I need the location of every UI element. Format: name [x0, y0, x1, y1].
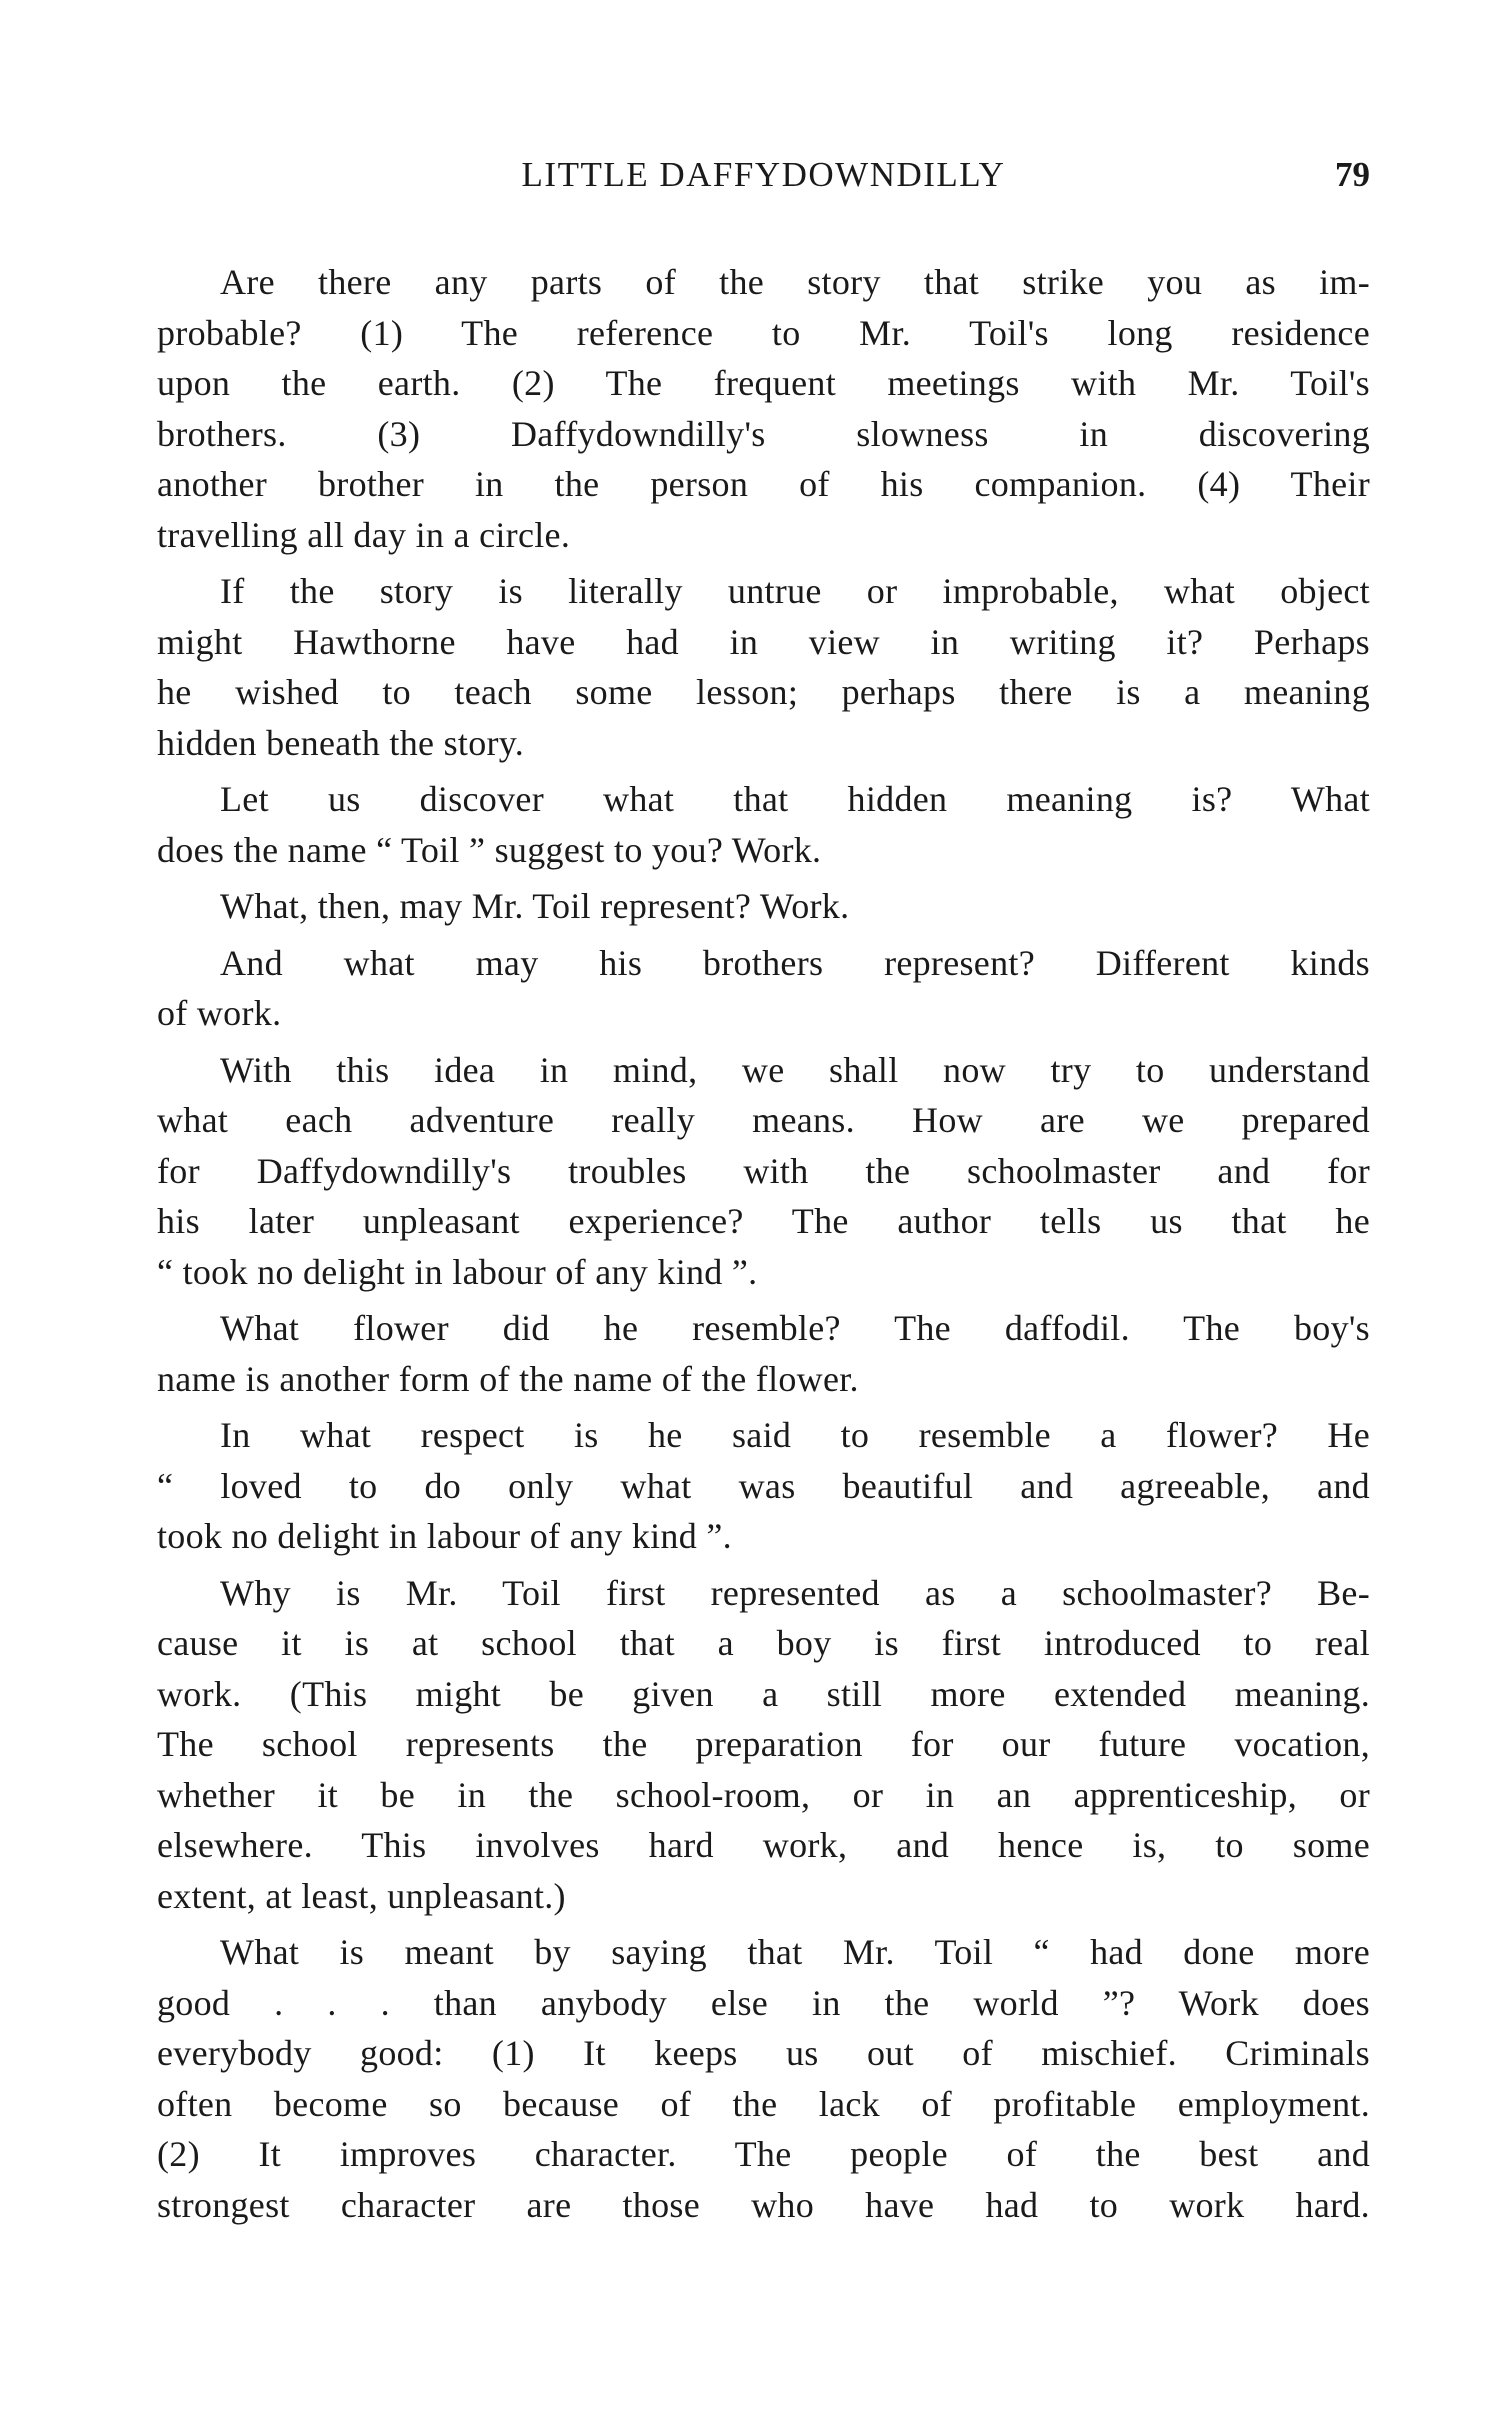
text-line: What is meant by saying that Mr. Toil “ had done more [220, 1932, 1370, 1972]
text-line: brothers. (3) Daffydowndilly's slowness in discovering [157, 413, 1370, 454]
text-line: With this idea in mind, we shall now try to understand [220, 1049, 1370, 1090]
text-line: And what may his brothers represent? Different kinds [220, 942, 1370, 983]
text-line: If the story is literally untrue or improbable, what object [220, 571, 1370, 611]
paragraph [157, 1927, 1370, 2230]
text-line: In what respect is he said to resemble a flower? He [220, 1415, 1370, 1455]
text-line: What, then, may Mr. Toil represent? Work. [220, 886, 850, 926]
paragraph [157, 257, 1370, 560]
page-number: 79 [1335, 155, 1370, 194]
text-line: cause it is at school that a boy is first introduced to real [157, 1623, 1370, 1663]
text-line: whether it be in the school-room, or in an apprenticeship, or [157, 1774, 1370, 1815]
text-line: might Hawthorne have had in view in writing it? Perhaps [157, 621, 1370, 662]
text-line: (2) It improves character. The people of the best and [157, 2134, 1370, 2174]
paragraph [157, 774, 1370, 875]
text-line: travelling all day in a circle. [157, 514, 571, 555]
text-line: often become so because of the lack of profitable employment. [157, 2083, 1370, 2124]
text-line: for Daffydowndilly's troubles with the schoolmaster and for [157, 1150, 1370, 1191]
paragraph [157, 938, 1370, 1039]
text-line: extent, at least, unpleasant.) [157, 1875, 566, 1916]
text-line: good . . . than anybody else in the world ”? Work does [157, 1982, 1370, 2023]
text-line: does the name “ Toil ” suggest to you? Work. [157, 829, 822, 870]
text-line: his later unpleasant experience? The author tells us that he [157, 1201, 1370, 1241]
paragraph [157, 566, 1370, 768]
text-line: of work. [157, 993, 282, 1033]
text-line: probable? (1) The reference to Mr. Toil's long residence [157, 312, 1370, 353]
text-line: elsewhere. This involves hard work, and hence is, to some [157, 1825, 1370, 1865]
text-line: Why is Mr. Toil first represented as a schoolmaster? Be- [220, 1572, 1370, 1613]
text-line: Are there any parts of the story that strike you as im- [220, 262, 1370, 302]
paragraph [157, 1568, 1370, 1922]
text-line: another brother in the person of his companion. (4) Their [157, 464, 1370, 504]
text-line: “ loved to do only what was beautiful and agreeable, and [157, 1465, 1370, 1506]
page-header [157, 150, 1370, 200]
text-line: what each adventure really means. How are we prepared [157, 1100, 1370, 1140]
text-line: What flower did he resemble? The daffodil. The boy's [220, 1308, 1370, 1348]
text-line: strongest character are those who have had to work hard. [157, 2184, 1370, 2225]
paragraph [157, 1045, 1370, 1298]
text-line: work. (This might be given a still more extended meaning. [157, 1673, 1370, 1714]
text-line: Let us discover what that hidden meaning is? What [220, 779, 1370, 819]
paragraph [157, 1410, 1370, 1562]
paragraph [157, 1303, 1370, 1404]
text-line: took no delight in labour of any kind ”. [157, 1516, 732, 1556]
text-line: everybody good: (1) It keeps us out of mischief. Criminals [157, 2033, 1370, 2073]
running-title: LITTLE DAFFYDOWNDILLY [521, 155, 1006, 194]
text-line: upon the earth. (2) The frequent meetings with Mr. Toil's [157, 363, 1370, 403]
paragraph [157, 881, 1370, 932]
text-line: hidden beneath the story. [157, 722, 525, 763]
text-line: The school represents the preparation for our future vocation, [157, 1724, 1370, 1764]
text-line: name is another form of the name of the flower. [157, 1358, 859, 1399]
page-body [157, 257, 1370, 2236]
text-line: he wished to teach some lesson; perhaps there is a meaning [157, 672, 1370, 712]
text-line: “ took no delight in labour of any kind ”. [157, 1251, 758, 1292]
